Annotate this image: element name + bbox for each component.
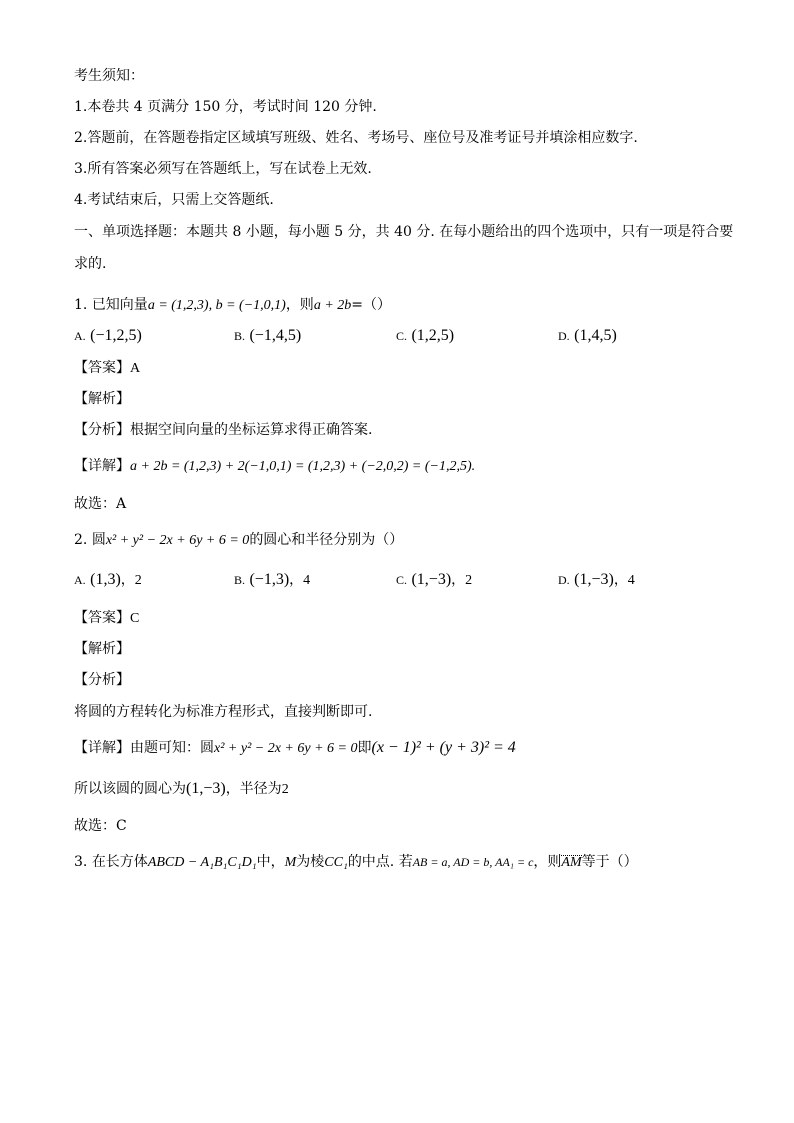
q3-target-vector: AM	[561, 855, 582, 870]
conclusion-text2: ，半径为	[225, 781, 282, 797]
option-text: (−1,2,5)	[90, 327, 142, 344]
notice-item-4: 4.考试结束后，只需上交答题纸.	[74, 192, 274, 208]
q2-choose: 故选：C	[74, 818, 127, 834]
q1-stem	[74, 295, 391, 316]
q2-conclusion	[74, 779, 289, 800]
detail-text2: 即	[357, 740, 372, 756]
q3-stem-text4: 的中点. 若	[347, 854, 413, 870]
q3-stem-text: 在长方体	[91, 854, 148, 870]
q2-detail	[74, 738, 516, 759]
q1-option-b	[234, 326, 301, 346]
q1-option-a	[74, 326, 142, 346]
answer-tag: 【答案】	[74, 610, 130, 626]
detail-text: 由题可知：圆	[130, 740, 214, 756]
q1-vectors: a = (1,2,3), b = (−1,0,1)	[147, 298, 286, 313]
option-point: (−1,3)	[249, 571, 290, 588]
option-radius: ，2	[120, 573, 142, 588]
q3-edge: CC₁	[324, 855, 348, 870]
conclusion-radius: 2	[281, 782, 289, 797]
q2-option-d	[558, 570, 635, 591]
option-text: (1,4,5)	[574, 327, 617, 344]
q2-equation: x² + y² − 2x + 6y + 6 = 0	[105, 533, 250, 548]
q1-stem-text3: =（）	[351, 297, 391, 313]
option-text: (1,2,5)	[411, 327, 455, 344]
q3-stem	[74, 852, 638, 873]
q1-expression: a + 2b	[313, 298, 352, 313]
q3-stem-text6: 等于（）	[581, 854, 638, 870]
option-label: C.	[396, 573, 408, 587]
q2-fenxi-tag: 【分析】	[74, 672, 130, 688]
q2-stem	[74, 530, 403, 551]
q3-number: 3.	[74, 854, 88, 870]
q3-stem-text5: ，则	[533, 854, 562, 870]
section-heading-cont: 求的.	[74, 256, 107, 272]
q3-vector-defs: AB = a, AD = b, AA₁ = c	[412, 855, 534, 869]
option-point: (1,−3)	[411, 571, 452, 588]
option-label: A.	[74, 573, 86, 587]
option-point: (1,−3)	[574, 571, 614, 588]
answer-value: C	[130, 611, 140, 626]
detail-tag: 【详解】	[74, 740, 130, 756]
option-label: C.	[396, 329, 408, 343]
conclusion-center: (1,−3)	[186, 780, 226, 797]
q2-stem-text: 圆	[91, 532, 106, 548]
detail-tag: 【详解】	[74, 458, 130, 474]
q1-answer	[74, 358, 140, 379]
detail-standard-form: (x − 1)² + (y + 3)² = 4	[371, 739, 516, 756]
q1-choose: 故选：A	[74, 496, 127, 512]
q1-analysis-tag: 【解析】	[74, 391, 130, 407]
q3-stem-text3: 为棱	[296, 854, 325, 870]
q2-option-c	[396, 570, 472, 591]
q1-fenxi	[74, 420, 372, 440]
q2-option-a	[74, 570, 142, 591]
option-radius: ，4	[289, 573, 311, 588]
q2-answer	[74, 608, 139, 629]
conclusion-text: 所以该圆的圆心为	[74, 781, 186, 797]
option-text: (−1,4,5)	[249, 327, 302, 344]
q1-detail	[74, 456, 475, 477]
answer-tag: 【答案】	[74, 360, 130, 376]
option-label: A.	[74, 329, 86, 343]
q2-option-b	[234, 570, 310, 591]
q2-analysis-tag: 【解析】	[74, 641, 130, 657]
option-radius: ，4	[613, 573, 635, 588]
option-label: B.	[234, 329, 246, 343]
answer-value: A	[130, 361, 141, 376]
q3-solid: ABCD − A₁B₁C₁D₁	[147, 855, 257, 870]
q1-option-d	[558, 326, 617, 346]
q1-stem-text2: ，则	[285, 297, 314, 313]
option-point: (1,3)	[90, 571, 121, 588]
option-label: D.	[558, 329, 570, 343]
section-heading: 一、单项选择题：本题共 8 小题，每小题 5 分，共 40 分. 在每小题给出的四个选项中，只有一项是符合要	[74, 224, 734, 240]
fenxi-tag: 【分析】	[74, 422, 130, 438]
notice-item-3: 3.所有答案必须写在答题纸上，写在试卷上无效.	[74, 161, 372, 177]
notice-item-2: 2.答题前，在答题卷指定区域填写班级、姓名、考场号、座位号及准考证号并填涂相应数字.	[74, 130, 638, 146]
option-radius: ，2	[451, 573, 473, 588]
detail-expression: a + 2b = (1,2,3) + 2(−1,0,1) = (1,2,3) + (−2,0,2) = (−1,2,5).	[130, 459, 476, 474]
notice-item-1: 1.本卷共 4 页满分 150 分，考试时间 120 分钟.	[74, 99, 377, 115]
q1-stem-text: 已知向量	[91, 297, 148, 313]
q1-option-c	[396, 326, 454, 346]
option-label: D.	[558, 573, 570, 587]
option-label: B.	[234, 573, 246, 587]
q1-number: 1.	[74, 297, 88, 313]
detail-equation: x² + y² − 2x + 6y + 6 = 0	[214, 741, 358, 756]
notice-title: 考生须知：	[74, 68, 144, 84]
q2-stem-text2: 的圆心和半径分别为（）	[249, 532, 404, 548]
q2-number: 2.	[74, 532, 88, 548]
q3-stem-text2: 中，	[256, 854, 285, 870]
q2-fenxi: 将圆的方程转化为标准方程形式，直接判断即可.	[74, 704, 373, 720]
q3-point-m: M	[284, 855, 297, 870]
fenxi-text: 根据空间向量的坐标运算求得正确答案.	[130, 422, 373, 438]
